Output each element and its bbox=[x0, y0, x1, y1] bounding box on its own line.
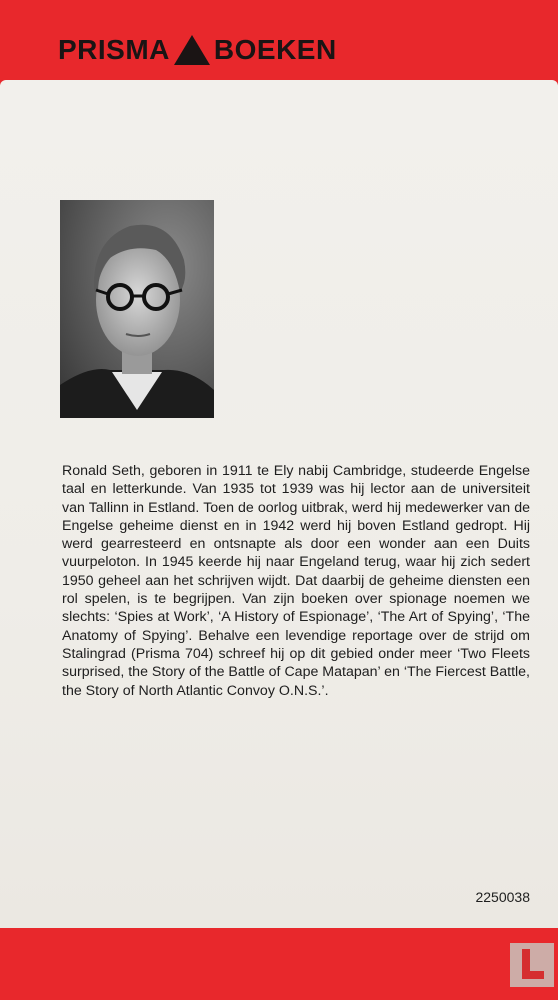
triangle-icon bbox=[174, 35, 210, 65]
publisher-logo bbox=[58, 28, 337, 72]
bio-text: Ronald Seth, geboren in 1911 te Ely nabij Cambridge, studeerde Engelse taal en letterkunde. Van 1935 tot 1939 was hij lector aan de universiteit van Tallinn in Estland. Toen de oorlog uitbrak, werd hij medewerker van de Engelse geheime dienst en in 1942 werd hij boven Estland gedropt. Hij werd gearresteerd en ontsnapte als door een wonder aan een Duits vuurpeloton. In 1945 keerde hij naar Engeland terug, waar hij zich sedert 1950 geheel aan het schrijven wijdt. Dat daarbij de geheime diensten een rol spelen, is te begrijpen. Van zijn boeken over spionage noemen we slechts: ‘Spies at Work’, ‘A History of Espionage’, ‘The Art of Spying’, ‘The Anatomy of Spying’. Behalve een levendige reportage over de strijd om Stalingrad (Prisma 704) schreef hij op dit gebied onder meer ‘Two Fleets surprised, the Story of the Battle of Cape Matapan’ en ‘The Fiercest Battle, the Story of North Atlantic Convoy O.N.S.’. bbox=[62, 463, 530, 699]
bottom-red-band bbox=[0, 928, 558, 1000]
watermark-logo bbox=[510, 943, 554, 987]
author-biography bbox=[62, 462, 530, 700]
brand-left-text: PRISMA bbox=[58, 34, 170, 65]
watermark-mark-base bbox=[522, 971, 544, 979]
author-portrait bbox=[60, 200, 214, 418]
catalog-number: 2250038 bbox=[475, 889, 530, 905]
brand-right-text: BOEKEN bbox=[213, 34, 337, 65]
